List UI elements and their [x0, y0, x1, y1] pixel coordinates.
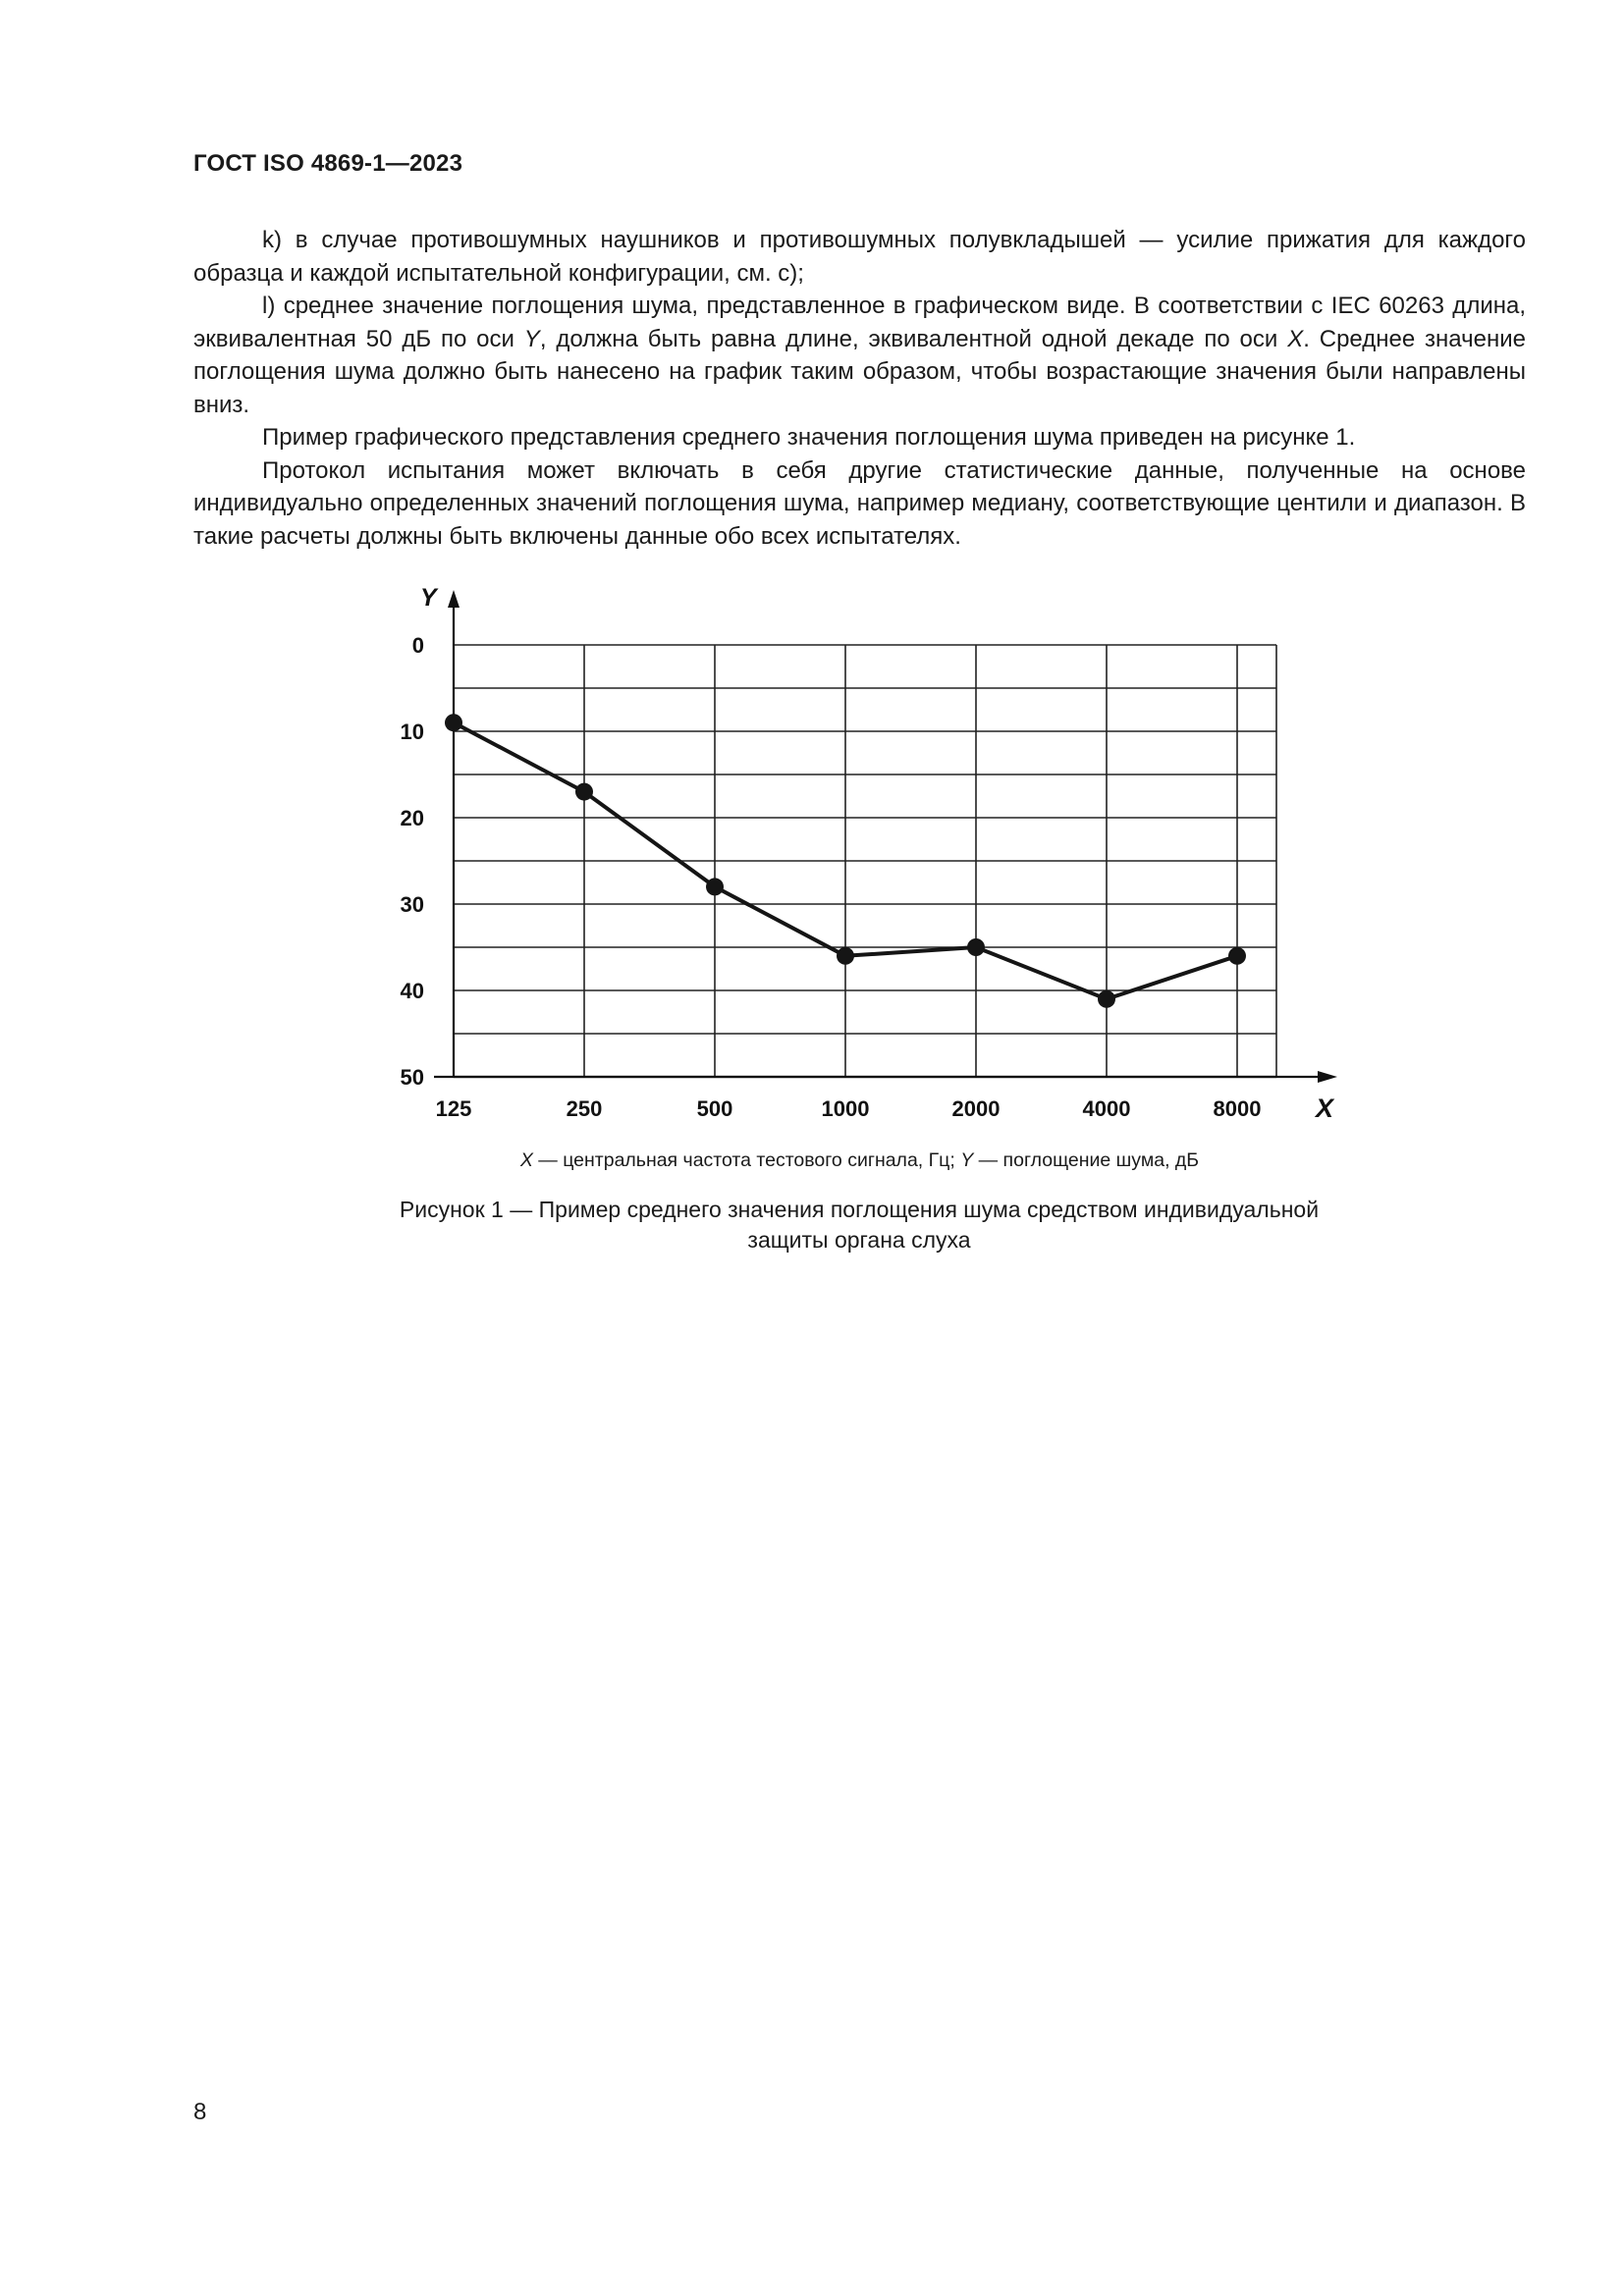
paragraph-l-axis-y: Y	[523, 325, 540, 352]
x-tick-label: 250	[566, 1096, 603, 1121]
figure-caption-line1: Рисунок 1 — Пример среднего значения поглощения шума средством индивидуальной	[399, 1197, 1320, 1222]
paragraph-example: Пример графического представления среднего значения поглощения шума приведен на рисунке 1.	[262, 424, 1356, 451]
figure-caption	[324, 1195, 1394, 1255]
data-point	[837, 947, 854, 965]
document-header: ГОСТ ISO 4869-1—2023	[193, 150, 463, 177]
y-tick-label: 10	[400, 720, 424, 744]
data-point	[445, 714, 462, 731]
paragraph-l	[193, 290, 1526, 421]
y-tick-label: 40	[400, 979, 424, 1003]
paragraph-l-part2: , должна быть равна длине, эквивалентной одной декаде по оси	[539, 325, 1288, 352]
x-tick-label: 1000	[821, 1096, 870, 1121]
y-axis-label: Y	[420, 584, 437, 612]
page-number: 8	[193, 2099, 207, 2125]
legend-y-symbol: Y	[960, 1149, 974, 1171]
chart-labels	[401, 584, 1335, 1123]
x-tick-label: 8000	[1213, 1096, 1262, 1121]
figure-chart	[334, 574, 1345, 1124]
x-tick-label: 500	[696, 1096, 733, 1121]
paragraph-protocol: Протокол испытания может включать в себя другие статистические данные, полученные на основе индивидуально определенных значений поглощения шума, например медиану, соответствующие центили и диапазон. В такие расчеты должны быть включены данные обо всех испытателях.	[193, 456, 1526, 550]
legend-x-text: — центральная частота тестового сигнала, Гц;	[532, 1149, 961, 1171]
legend-x-symbol: X	[519, 1149, 533, 1171]
figure-legend	[193, 1149, 1526, 1172]
figure-caption-line2: защиты органа слуха	[747, 1227, 971, 1253]
data-point	[967, 938, 985, 956]
chart-axes	[434, 590, 1337, 1083]
paragraph-l-part3: . Среднее значение поглощения шума должно быть нанесено на график таким образом, чтобы возрастающие значения были направлены вниз.	[193, 325, 1526, 418]
noise-attenuation-chart	[334, 574, 1345, 1124]
y-tick-label: 30	[400, 892, 424, 917]
body-text	[193, 224, 1526, 553]
y-tick-label: 20	[400, 806, 424, 830]
x-tick-label: 4000	[1082, 1096, 1131, 1121]
x-tick-label: 2000	[951, 1096, 1001, 1121]
paragraph-l-part1: l) среднее значение поглощения шума, представленное в графическом виде. В соответствии с IEC 60263 длина, эквивалентная 50 дБ по оси	[193, 293, 1526, 352]
y-tick-label: 0	[411, 633, 424, 658]
legend-y-text: — поглощение шума, дБ	[973, 1149, 1200, 1171]
data-point	[1098, 990, 1115, 1008]
x-axis-arrow	[1318, 1071, 1337, 1083]
y-tick-label: 50	[400, 1065, 424, 1090]
y-axis-arrow	[448, 590, 460, 608]
paragraph-k: k) в случае противошумных наушников и противошумных полувкладышей — усилие прижатия для каждого образца и каждой испытательной конфигурации, см. с);	[193, 227, 1526, 287]
data-point	[575, 783, 593, 801]
paragraph-l-axis-x: X	[1287, 325, 1304, 352]
data-point	[1228, 947, 1246, 965]
x-tick-label: 125	[435, 1096, 472, 1121]
data-point	[706, 878, 724, 895]
chart-grid	[454, 645, 1276, 1077]
x-axis-label: X	[1316, 1094, 1334, 1123]
